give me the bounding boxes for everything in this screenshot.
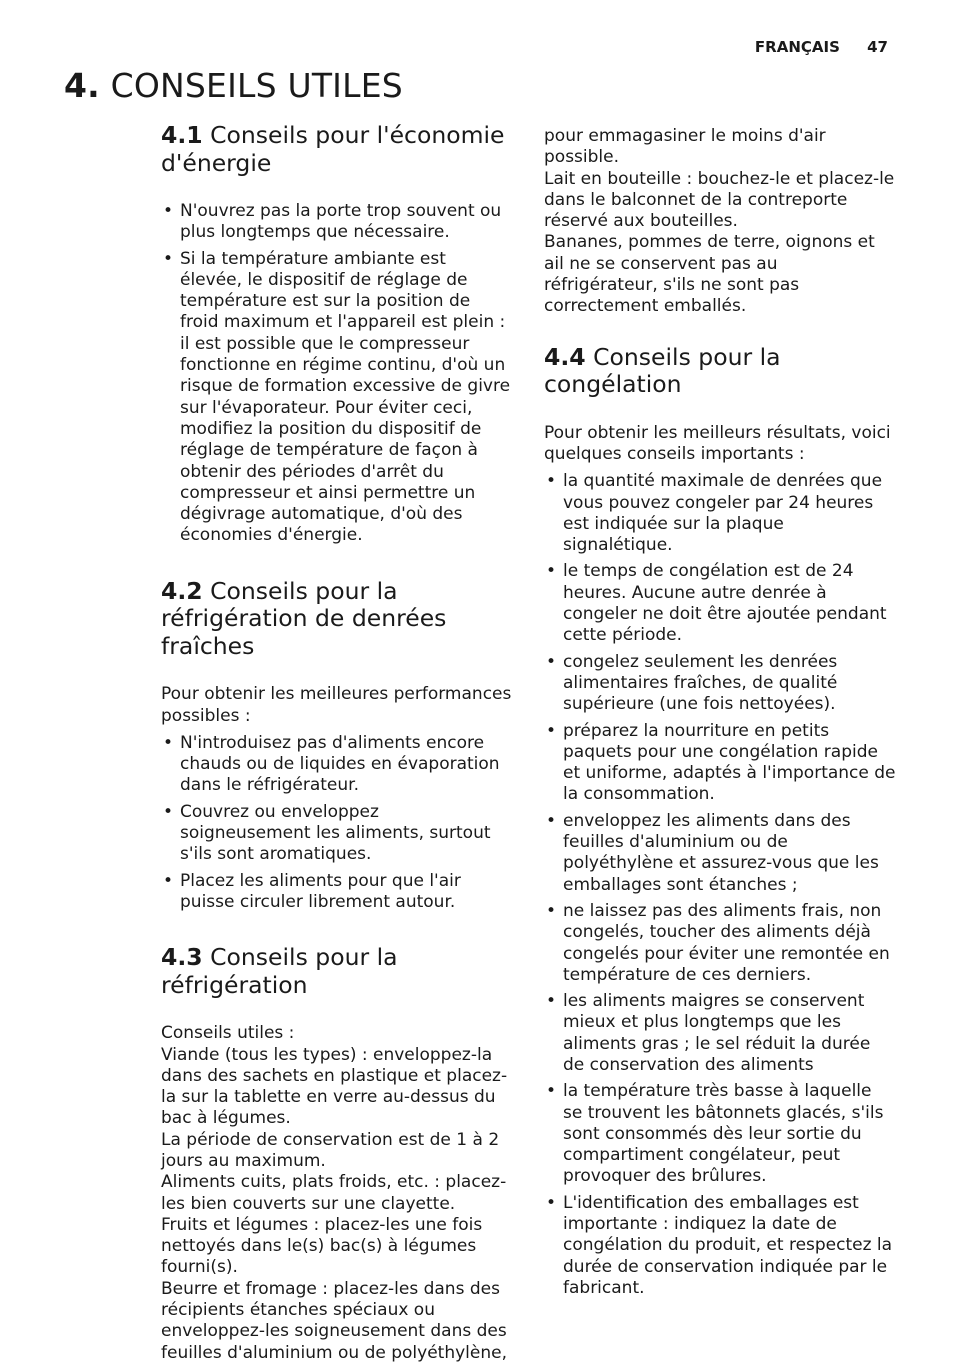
list-item: • congelez seulement les denrées alimentaires fraîches, de qualité supérieure (une fois nettoyées). — [544, 652, 896, 716]
list-item: • le temps de congélation est de 24 heures. Aucune autre denrée à congeler ne doit être ajoutée pendant cette période. — [544, 561, 896, 646]
section-4-2-heading — [161, 578, 513, 661]
page-header — [755, 38, 888, 56]
language-label: FRANÇAIS — [754, 38, 840, 56]
section-title: Conseils pour l'économie d'énergie — [161, 121, 505, 177]
section-4-2-intro: Pour obtenir les meilleures performances possibles : — [161, 684, 512, 726]
list-item: • la température très basse à laquelle se trouvent les bâtonnets glacés, s'ils sont consommés dès leur sortie du compartiment congélateur, peut provoquer des brûlures. — [544, 1081, 896, 1187]
section-4-3-text: Conseils utiles : Viande (tous les types) : enveloppez-la dans des sachets en plastique et placez-la sur la tablette en verre au-dessus du bac à légumes. La période de conservation est de 1 à 2 jours au maximum. Aliments cuits, plats froids, etc. : placez-les bien couverts sur une clayette. Fruits et légumes : placez-les une fois nettoyés dans le(s) bac(s) à légumes fourni(s). Beurre et fromage : placez-les dans des récipients étanches spéciaux ou enveloppez-les soigneusement dans des feuilles d'aluminium ou de polyéthylène, — [161, 1023, 508, 1363]
section-number: 4.1 — [161, 121, 203, 149]
list-item: • Couvrez ou enveloppez soigneusement les aliments, surtout s'ils sont aromatiques. — [161, 802, 513, 866]
section-number: 4.3 — [161, 943, 203, 972]
section-title: Conseils pour la réfrigération — [161, 943, 398, 999]
section-4-2-list — [161, 733, 513, 913]
right-column — [544, 126, 896, 1304]
section-4-3-text-continued: pour emmagasiner le moins d'air possible. Lait en bouteille : bouchez-le et placez-le dans le balconnet de la contreporte réservé aux bouteilles. Bananes, pommes de terre, oignons et ail ne se conservent pas au réfrigérateur, s'ils ne sont pas correctement emballés. — [544, 126, 895, 317]
section-title: Conseils pour la réfrigération de denrées fraîches — [161, 576, 447, 660]
list-item: • les aliments maigres se conservent mieux et plus longtemps que les aliments gras ; le sel réduit la durée de conservation des aliments — [544, 991, 896, 1076]
chapter-title — [64, 66, 403, 105]
section-4-1-heading — [161, 122, 513, 177]
list-item: • L'identification des emballages est importante : indiquez la date de congélation du produit, et respectez la durée de conservation indiquée par le fabricant. — [544, 1193, 896, 1299]
list-item: • N'introduisez pas d'aliments encore chauds ou de liquides en évaporation dans le réfrigérateur. — [161, 733, 513, 797]
list-item: • Si la température ambiante est élevée, le dispositif de réglage de température est sur la position de froid maximum et l'appareil est plein : il est possible que le compresseur fonctionne en régime continu, d'où un risque de formation excessive de givre sur l'évaporateur. Pour éviter ceci, modifiez la position du dispositif de réglage de température de façon à obtenir des périodes d'arrêt du compresseur et ainsi permettre un dégivrage automatique, d'où des économies d'énergie. — [161, 249, 513, 547]
chapter-title-text: CONSEILS UTILES — [110, 66, 403, 105]
section-4-4-list — [544, 471, 896, 1299]
section-4-4-heading — [544, 344, 896, 399]
section-4-3-heading — [161, 944, 513, 999]
list-item: • N'ouvrez pas la porte trop souvent ou plus longtemps que nécessaire. — [161, 201, 513, 244]
section-4-4-intro: Pour obtenir les meilleurs résultats, voici quelques conseils importants : — [544, 422, 891, 464]
list-item: • préparez la nourriture en petits paquets pour une congélation rapide et uniforme, adaptés à l'importance de la consommation. — [544, 721, 896, 806]
section-number: 4.2 — [161, 576, 203, 605]
chapter-number: 4. — [64, 66, 100, 105]
list-item: • enveloppez les aliments dans des feuilles d'aluminium ou de polyéthylène et assurez-vous que les emballages sont étanches ; — [544, 811, 896, 896]
page-number: 47 — [867, 38, 888, 56]
section-number: 4.4 — [544, 342, 586, 371]
list-item: • Placez les aliments pour que l'air puisse circuler librement autour. — [161, 871, 513, 914]
left-column — [161, 122, 513, 1364]
list-item: • la quantité maximale de denrées que vous pouvez congeler par 24 heures est indiquée sur la plaque signalétique. — [544, 471, 896, 556]
section-title: Conseils pour la congélation — [544, 342, 781, 399]
list-item: • ne laissez pas des aliments frais, non congelés, toucher des aliments déjà congelés pour éviter une remontée en température de ces derniers. — [544, 901, 896, 986]
section-4-1-list — [161, 201, 513, 547]
